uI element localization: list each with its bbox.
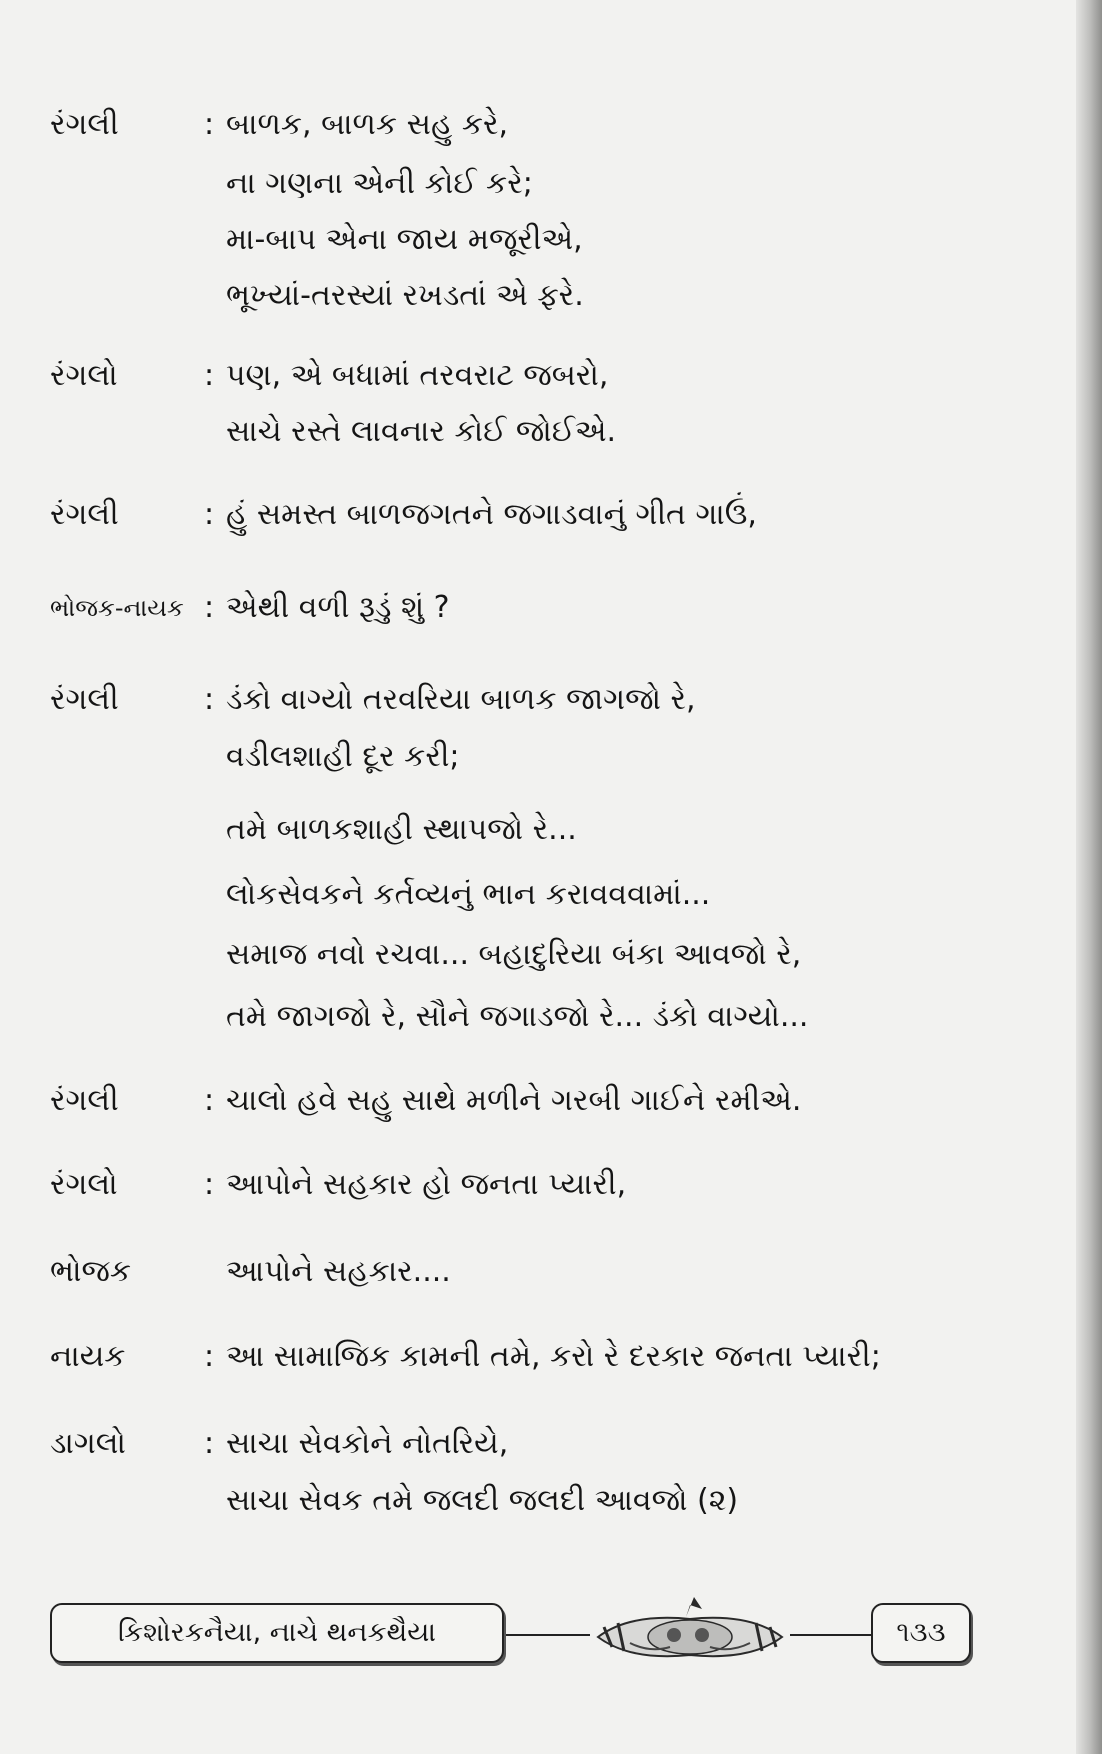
speaker-colon: : <box>204 1339 215 1374</box>
dialogue-text: એથી વળી રૂડું શું ? <box>226 590 450 625</box>
dialogue-text: સાચા સેવકોને નોતરિયે, <box>226 1426 509 1461</box>
dialogue-text: સમાજ નવો રચવા... બહાદુરિયા બંકા આવજો રે, <box>226 937 802 972</box>
speaker-colon: : <box>204 1426 215 1461</box>
dialogue-entry <box>0 1414 1060 1474</box>
dialogue-continuation-line <box>0 210 1060 270</box>
dialogue-continuation-line <box>0 727 1060 787</box>
dialogue-text: તમે બાળકશાહી સ્થાપજો રે... <box>226 812 577 847</box>
dialogue-text: લોકસેવકને કર્તવ્યનું ભાન કરાવવવામાં... <box>226 877 711 912</box>
dialogue-text: હું સમસ્ત બાળજગતને જગાડવાનું ગીત ગાઉં, <box>226 497 757 532</box>
dialogue-text: સાચા સેવક તમે જલદી જલદી આવજો (૨) <box>226 1483 739 1518</box>
dialogue-entry <box>0 1155 1060 1215</box>
dialogue-entry <box>0 346 1060 406</box>
dialogue-continuation-line <box>0 800 1060 860</box>
speaker-name: ભોજક-નાયક <box>50 594 184 622</box>
speaker-name: રંગલો <box>50 358 118 393</box>
dialogue-text: ડંકો વાગ્યો તરવરિયા બાળક જાગજો રે, <box>226 682 696 717</box>
footer-book-title: કિશોરકનૈયા, નાચે થનકથૈયા <box>50 1603 504 1663</box>
dialogue-text: વડીલશાહી દૂર કરી; <box>226 739 460 774</box>
dialogue-text: મા-બાપ એના જાય મજૂરીએ, <box>226 222 583 257</box>
dialogue-continuation-line <box>0 925 1060 985</box>
speaker-name: રંગલી <box>50 107 119 142</box>
dialogue-text: ચાલો હવે સહુ સાથે મળીને ગરબી ગાઈને રમીએ. <box>226 1083 802 1118</box>
footer-rule-left <box>500 1634 590 1636</box>
dialogue-text: પણ, એ બધામાં તરવરાટ જબરો, <box>226 358 609 393</box>
dialogue-entry <box>0 1327 1060 1387</box>
dialogue-continuation-line <box>0 987 1060 1047</box>
dialogue-entry <box>0 485 1060 545</box>
dialogue-entry <box>0 1242 1060 1302</box>
speaker-name: ડાગલો <box>50 1426 126 1461</box>
speaker-name: રંગલી <box>50 682 119 717</box>
dialogue-entry <box>0 95 1060 155</box>
speaker-colon: : <box>204 358 215 393</box>
speaker-name: ભોજક <box>50 1254 132 1289</box>
page-edge-shadow <box>1076 0 1102 1754</box>
dialogue-text: તમે જાગજો રે, સૌને જગાડજો રે... ડંકો વાગ્યો... <box>226 999 809 1034</box>
speaker-name: રંગલી <box>50 497 119 532</box>
dialogue-continuation-line <box>0 1471 1060 1531</box>
page-footer <box>50 1603 970 1663</box>
speaker-name: રંગલો <box>50 1167 118 1202</box>
dialogue-text: આપોને સહકાર હો જનતા પ્યારી, <box>226 1167 627 1202</box>
speaker-colon: : <box>204 1083 215 1118</box>
dialogue-entry <box>0 578 1060 638</box>
dialogue-continuation-line <box>0 266 1060 326</box>
dialogue-text: ભૂખ્યાં-તરસ્યાં રખડતાં એ ફરે. <box>226 278 584 313</box>
page-number: ૧૩૩ <box>871 1603 971 1663</box>
speaker-colon: : <box>204 682 215 717</box>
speaker-name: રંગલી <box>50 1083 119 1118</box>
dialogue-continuation-line <box>0 154 1060 214</box>
speaker-colon: : <box>204 1167 215 1202</box>
dialogue-text: આ સામાજિક કામની તમે, કરો રે દરકાર જનતા પ્યારી; <box>226 1339 881 1374</box>
dialogue-entry <box>0 670 1060 730</box>
dialogue-entry <box>0 1071 1060 1131</box>
speaker-colon: : <box>204 497 215 532</box>
dialogue-continuation-line <box>0 865 1060 925</box>
speaker-name: નાયક <box>50 1339 126 1374</box>
dialogue-text: આપોને સહકાર.... <box>226 1254 451 1289</box>
dialogue-text: ના ગણના એની કોઈ કરે; <box>226 166 533 201</box>
speaker-colon: : <box>204 107 215 142</box>
footer-rule-right <box>790 1634 871 1636</box>
dialogue-text: બાળક, બાળક સહુ કરે, <box>226 107 509 142</box>
speaker-colon: : <box>204 590 215 625</box>
dialogue-continuation-line <box>0 402 1060 462</box>
emblem-illustration <box>590 1591 790 1681</box>
dialogue-text: સાચે રસ્તે લાવનાર કોઈ જોઈએ. <box>226 414 617 449</box>
